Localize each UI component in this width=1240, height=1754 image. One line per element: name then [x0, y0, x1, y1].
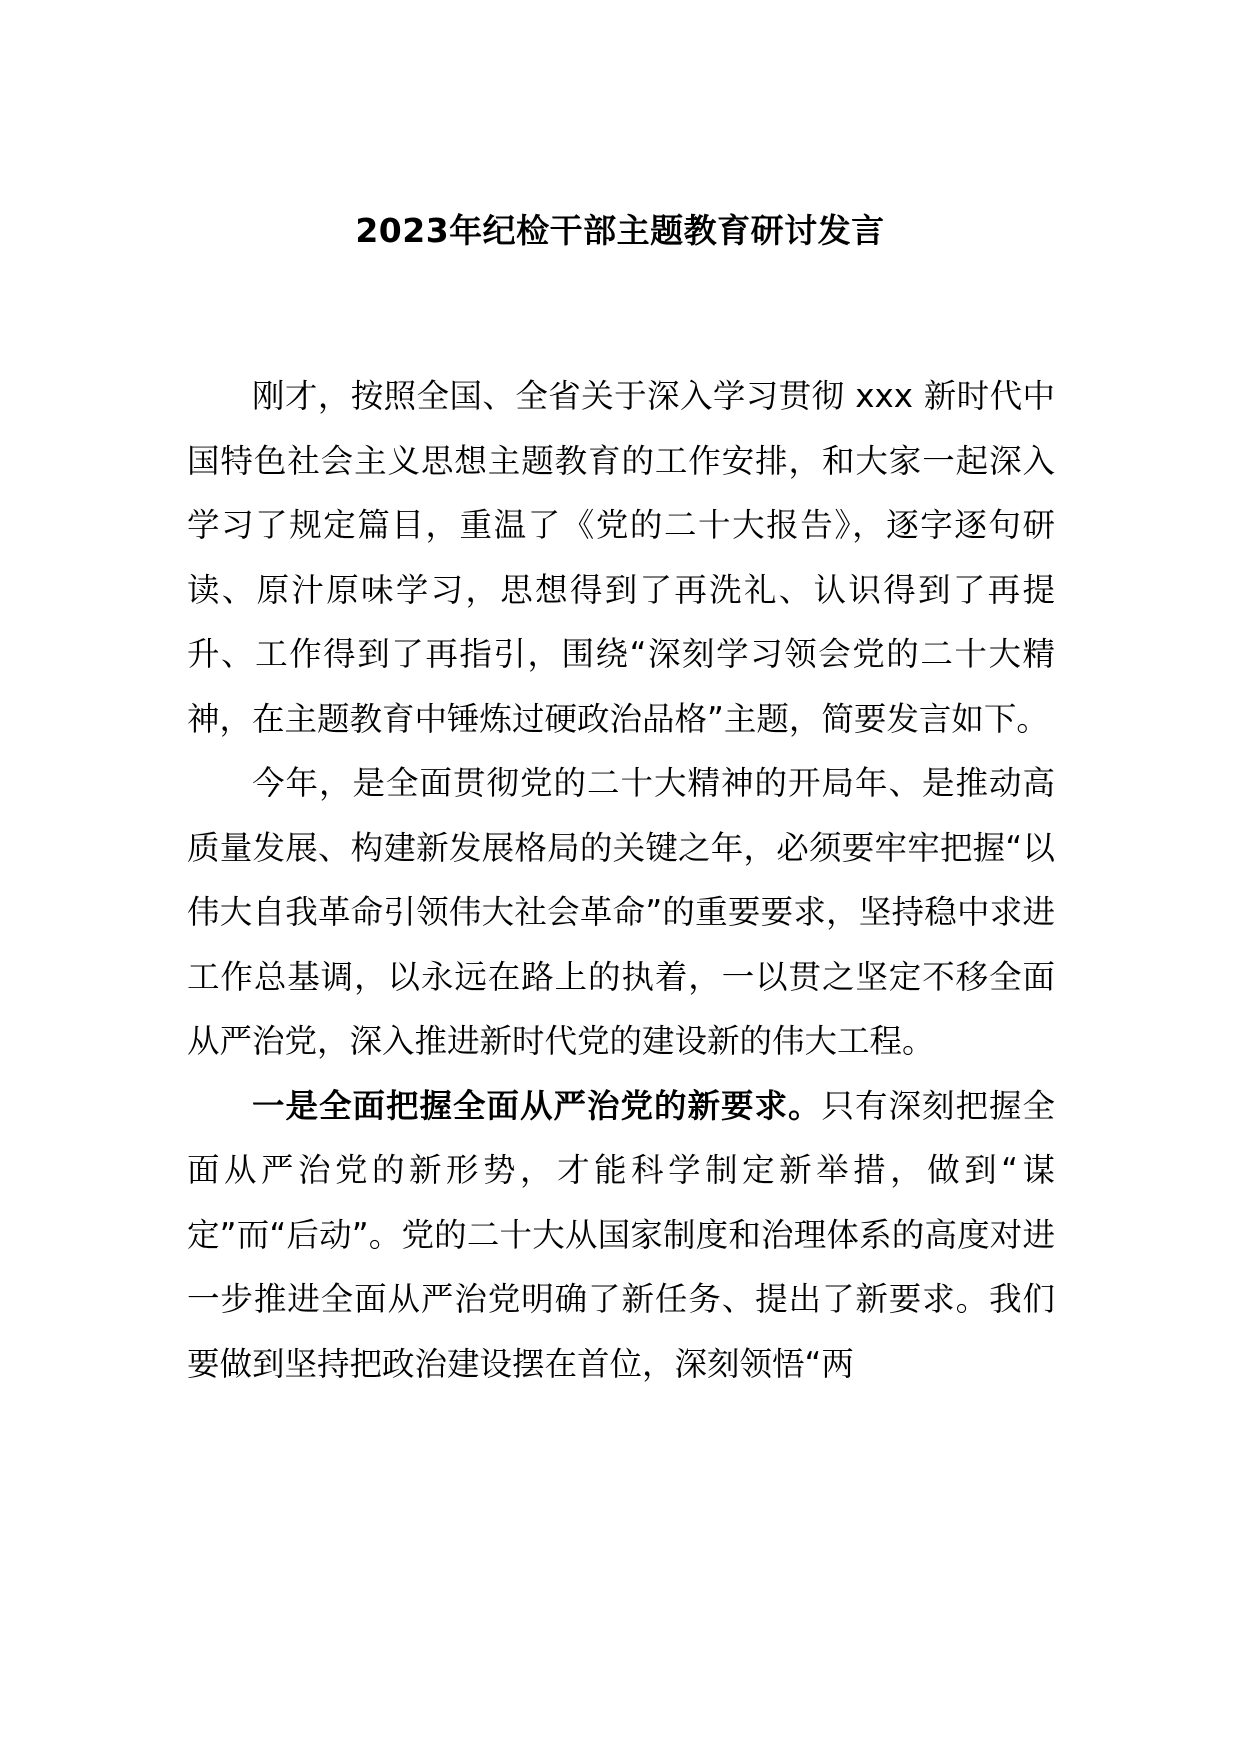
- document-body: [187, 364, 1055, 1396]
- paragraph-text: 刚才，按照全国、全省关于深入学习贯彻 xxx 新时代中国特色社会主义思想主题教育的工作安排，和大家一起深入学习了规定篇目，重温了《党的二十大报告》，逐字逐句研读、原汁原味学习，思想得到了再洗礼、认识得到了再提升、工作得到了再指引，围绕“深刻学习领会党的二十大精神，在主题教育中锤炼过硬政治品格”主题，简要发言如下。: [187, 377, 1055, 738]
- paragraph-text: 今年，是全面贯彻党的二十大精神的开局年、是推动高质量发展、构建新发展格局的关键之年，必须要牢牢把握“以伟大自我革命引领伟大社会革命”的重要要求，坚持稳中求进工作总基调，以永远在路上的执着，一以贯之坚定不移全面从严治党，深入推进新时代党的建设新的伟大工程。: [187, 764, 1055, 1060]
- paragraph-lead: 一是全面把握全面从严治党的新要求。: [252, 1086, 822, 1125]
- paragraph-point-one: [187, 1074, 1055, 1397]
- paragraph-text: 只有深刻把握全面从严治党的新形势，才能科学制定新举措，做到“谋定”而“后动”。党的二十大从国家制度和治理体系的高度对进一步推进全面从严治党明确了新任务、提出了新要求。我们要做到坚持把政治建设摆在首位，深刻领悟“两: [187, 1086, 1055, 1383]
- paragraph-context: [187, 751, 1055, 1074]
- document-title: 2023年纪检干部主题教育研讨发言: [355, 211, 885, 250]
- paragraph-intro: [187, 364, 1055, 751]
